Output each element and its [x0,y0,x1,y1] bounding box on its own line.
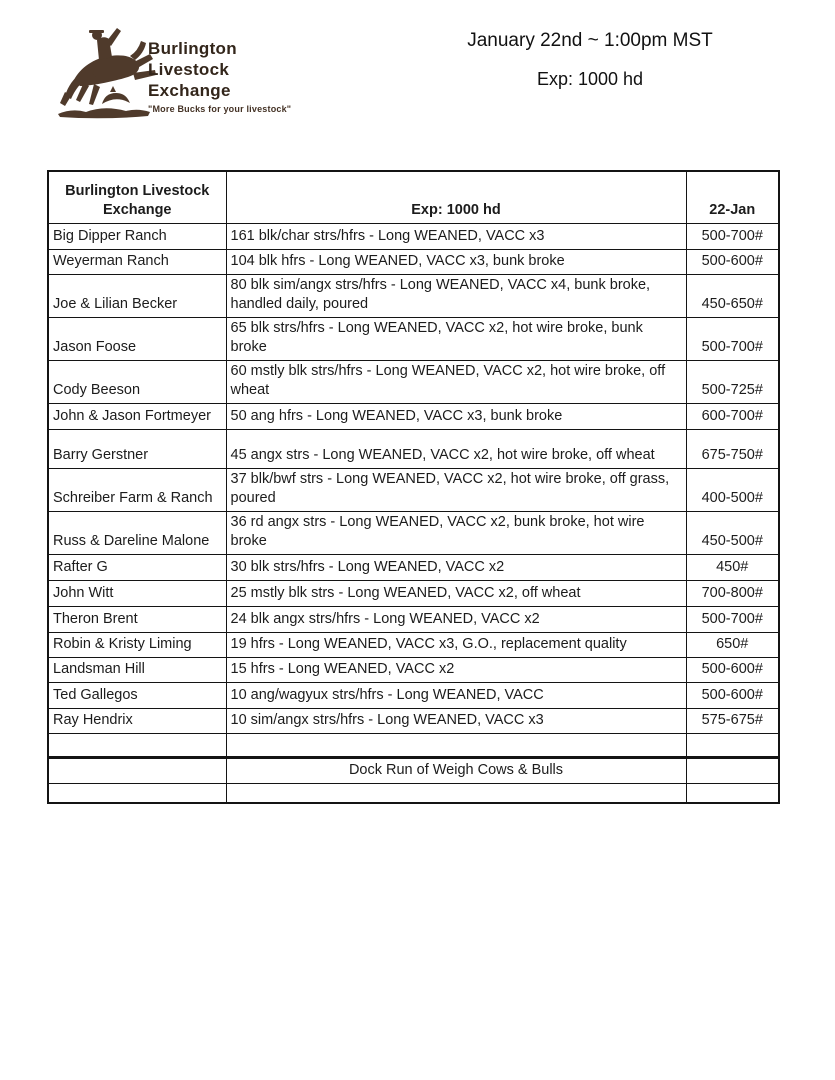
table-row [48,682,779,708]
logo-line-3: Exchange [148,81,231,100]
sale-info [400,30,780,90]
header-exp-cell: Exp: 1000 hd [226,171,686,223]
sale-datetime: January 22nd ~ 1:00pm MST [467,30,713,51]
consignor-name-cell: John & Jason Fortmeyer [48,403,226,429]
consignor-name-cell: Jason Foose [48,317,226,360]
lot-description-cell: 19 hfrs - Long WEANED, VACC x3, G.O., replacement quality [226,632,686,657]
lot-description-cell: 104 blk hfrs - Long WEANED, VACC x3, bunk broke [226,249,686,274]
logo-wordmark [148,38,291,114]
empty-cell [226,783,686,803]
header-exchange-cell [48,171,226,223]
header-date-cell: 22-Jan [686,171,779,223]
table-row [48,511,779,554]
consignor-name-cell: Landsman Hill [48,657,226,682]
table-row [48,360,779,403]
table-row [48,632,779,657]
table-row [48,274,779,317]
table-row [48,606,779,632]
logo-tagline: "More Bucks for your livestock" [148,104,292,114]
consignor-name-cell: Cody Beeson [48,360,226,403]
consignor-name-cell: Robin & Kristy Liming [48,632,226,657]
empty-cell [686,783,779,803]
empty-cell [48,783,226,803]
weight-range-cell: 500-700# [686,606,779,632]
consignment-table [47,170,780,804]
consignor-name-cell: Schreiber Farm & Ranch [48,468,226,511]
lot-description-cell: 36 rd angx strs - Long WEANED, VACC x2, bunk broke, hot wire broke [226,511,686,554]
empty-cell [686,757,779,783]
weight-range-cell: 500-600# [686,249,779,274]
empty-cell [686,733,779,757]
sale-expected-head: Exp: 1000 hd [536,69,644,89]
lot-description-cell: 50 ang hfrs - Long WEANED, VACC x3, bunk broke [226,403,686,429]
consignor-name-cell: John Witt [48,580,226,606]
weight-range-cell: 450-650# [686,274,779,317]
lot-description-cell: 161 blk/char strs/hfrs - Long WEANED, VACC x3 [226,223,686,249]
lot-description-cell: 80 blk sim/angx strs/hfrs - Long WEANED, VACC x4, bunk broke, handled daily, poured [226,274,686,317]
lot-description-cell: 60 mstly blk strs/hfrs - Long WEANED, VACC x2, hot wire broke, off wheat [226,360,686,403]
weight-range-cell: 600-700# [686,403,779,429]
empty-cell [48,733,226,757]
consignor-name-cell: Weyerman Ranch [48,249,226,274]
empty-row [48,733,779,757]
table-row [48,554,779,580]
consignor-name-cell: Ted Gallegos [48,682,226,708]
header-exchange-line2: Exchange [103,201,172,218]
logo-line-2: Livestock [148,60,230,79]
weight-range-cell: 675-750# [686,429,779,468]
table-row [48,708,779,733]
consignor-name-cell: Big Dipper Ranch [48,223,226,249]
lot-description-cell: 15 hfrs - Long WEANED, VACC x2 [226,657,686,682]
consignor-name-cell: Russ & Dareline Malone [48,511,226,554]
table-row [48,403,779,429]
consignor-name-cell: Theron Brent [48,606,226,632]
table-row [48,657,779,682]
table-row [48,429,779,468]
consignor-name-cell: Ray Hendrix [48,708,226,733]
empty-cell [226,733,686,757]
weight-range-cell: 400-500# [686,468,779,511]
table-header-row [48,171,779,223]
dock-run-row [48,757,779,783]
consignor-name-cell: Barry Gerstner [48,429,226,468]
lot-description-cell: 45 angx strs - Long WEANED, VACC x2, hot wire broke, off wheat [226,429,686,468]
weight-range-cell: 500-700# [686,317,779,360]
table-row [48,223,779,249]
weight-range-cell: 450# [686,554,779,580]
weight-range-cell: 650# [686,632,779,657]
weight-range-cell: 450-500# [686,511,779,554]
weight-range-cell: 700-800# [686,580,779,606]
lot-description-cell: 65 blk strs/hfrs - Long WEANED, VACC x2, hot wire broke, bunk broke [226,317,686,360]
weight-range-cell: 500-600# [686,682,779,708]
header-exchange-line1: Burlington Livestock [65,182,210,199]
lot-description-cell: 25 mstly blk strs - Long WEANED, VACC x2, off wheat [226,580,686,606]
weight-range-cell: 500-725# [686,360,779,403]
table-row [48,249,779,274]
consignor-name-cell: Joe & Lilian Becker [48,274,226,317]
weight-range-cell: 500-700# [686,223,779,249]
lot-description-cell: 10 sim/angx strs/hfrs - Long WEANED, VACC x3 [226,708,686,733]
dock-run-note: Dock Run of Weigh Cows & Bulls [226,757,686,783]
lot-description-cell: 37 blk/bwf strs - Long WEANED, VACC x2, hot wire broke, off grass, poured [226,468,686,511]
logo-line-1: Burlington [148,39,237,58]
empty-row [48,783,779,803]
weight-range-cell: 575-675# [686,708,779,733]
empty-cell [48,757,226,783]
table-row [48,468,779,511]
table-row [48,317,779,360]
lot-description-cell: 10 ang/wagyux strs/hfrs - Long WEANED, VACC [226,682,686,708]
weight-range-cell: 500-600# [686,657,779,682]
table-row [48,580,779,606]
consignor-name-cell: Rafter G [48,554,226,580]
lot-description-cell: 30 blk strs/hfrs - Long WEANED, VACC x2 [226,554,686,580]
lot-description-cell: 24 blk angx strs/hfrs - Long WEANED, VACC x2 [226,606,686,632]
